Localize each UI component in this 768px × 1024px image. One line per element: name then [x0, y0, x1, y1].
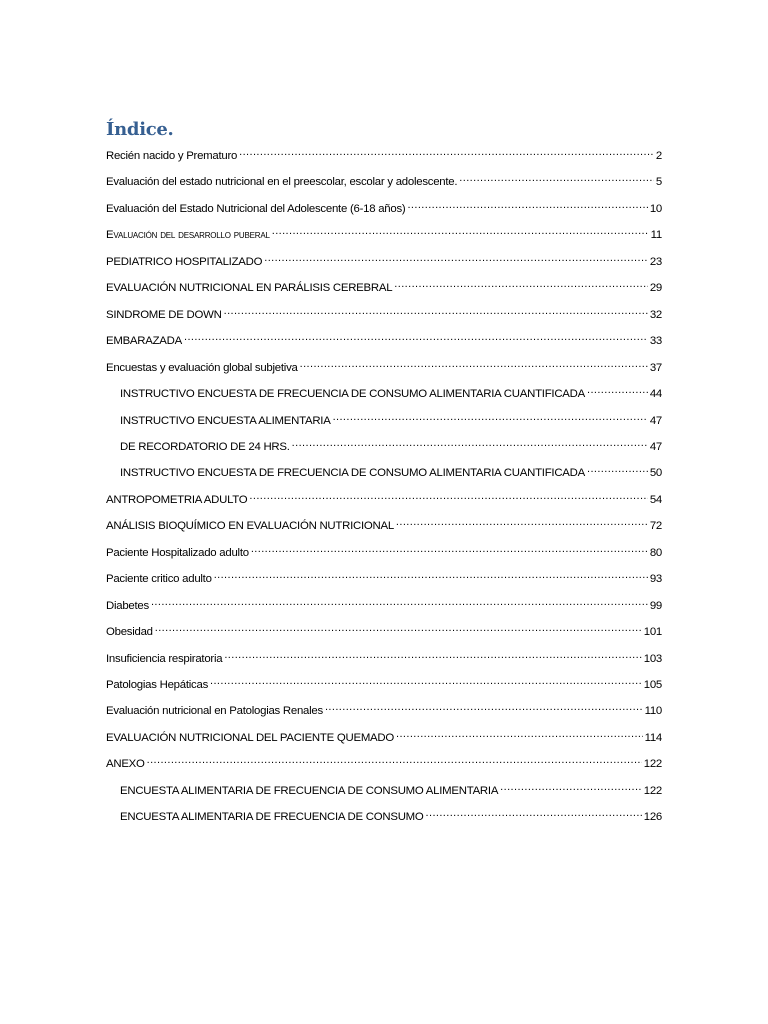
toc-title: Índice.	[106, 119, 174, 140]
toc-dot-leader	[155, 621, 642, 635]
toc-entry[interactable]	[106, 196, 662, 222]
toc-entry-label: EVALUACIÓN NUTRICIONAL DEL PACIENTE QUEMADO	[106, 731, 394, 744]
toc-dot-leader	[264, 251, 648, 265]
toc-entry-label: INSTRUCTIVO ENCUESTA DE FRECUENCIA DE CONSUMO ALIMENTARIA CUANTIFICADA	[120, 467, 585, 480]
toc-dot-leader	[325, 700, 643, 714]
toc-entry-label: Paciente Hospitalizado adulto	[106, 546, 249, 559]
toc-entry-label: ANEXO	[106, 758, 145, 771]
toc-entry[interactable]	[106, 646, 662, 672]
toc-entry[interactable]	[120, 408, 662, 434]
toc-dot-leader	[251, 542, 648, 556]
toc-page-number: 5	[655, 176, 662, 189]
toc-entry-label: Paciente critico adulto	[106, 573, 212, 586]
toc-dot-leader	[272, 224, 649, 238]
toc-dot-leader	[300, 357, 648, 371]
toc-page-number: 93	[649, 573, 662, 586]
toc-entry[interactable]	[106, 222, 662, 248]
toc-entry-label: Obesidad	[106, 626, 153, 639]
toc-entry[interactable]	[106, 302, 662, 328]
toc-dot-leader	[587, 462, 648, 476]
toc-entry[interactable]	[120, 460, 662, 486]
toc-page-number: 2	[655, 150, 662, 162]
toc-page-number: 122	[643, 784, 662, 797]
toc-dot-leader	[224, 304, 648, 318]
toc-page-number: 110	[644, 705, 662, 718]
toc-entry-label: EVALUACIÓN NUTRICIONAL EN PARÁLISIS CEREBRAL	[106, 282, 393, 295]
toc-entry-label: Encuestas y evaluación global subjetiva	[106, 361, 298, 374]
toc-dot-leader	[587, 383, 648, 397]
toc-page-number: 47	[649, 414, 662, 427]
toc-entry-label: Insuficiencia respiratoria	[106, 652, 223, 665]
toc-entry[interactable]	[106, 275, 662, 301]
toc-dot-leader	[426, 806, 642, 820]
toc-entry[interactable]	[106, 487, 662, 513]
toc-page-number: 54	[649, 493, 662, 506]
toc-entry[interactable]	[106, 355, 662, 381]
toc-dot-leader	[292, 436, 648, 450]
toc-page-number: 11	[650, 229, 662, 242]
toc-dot-leader	[214, 568, 648, 582]
toc-page-number: 10	[649, 202, 662, 215]
toc-page-number: 44	[649, 388, 662, 401]
toc-page-number: 103	[643, 652, 662, 665]
toc-entry-label: EMBARAZADA	[106, 335, 182, 348]
toc-entry[interactable]	[106, 169, 662, 195]
toc-page-number: 105	[643, 679, 662, 691]
toc-page-number: 37	[649, 361, 662, 374]
toc-entry-label: Evaluación del Estado Nutricional del Adolescente (6-18 años)	[106, 202, 406, 215]
toc-page-number: 101	[643, 626, 662, 639]
toc-entry[interactable]	[106, 725, 662, 751]
toc-page-number: 29	[649, 282, 662, 295]
toc-entry-label: Recién nacido y Prematuro	[106, 150, 238, 162]
toc-page-number: 50	[649, 467, 662, 480]
toc-entry[interactable]	[106, 593, 662, 619]
toc-entry-label: DE RECORDATORIO DE 24 HRS.	[120, 440, 290, 453]
toc-entry[interactable]	[106, 328, 662, 354]
toc-page-number: 33	[649, 335, 662, 348]
toc-page-number: 32	[649, 308, 662, 321]
toc-entry[interactable]	[106, 672, 662, 698]
toc-dot-leader	[407, 198, 647, 212]
toc-page-number: 99	[649, 599, 662, 612]
toc-entry-label: SINDROME DE DOWN	[106, 308, 222, 321]
toc-entry[interactable]	[120, 381, 662, 407]
toc-page-number: 126	[643, 811, 662, 824]
toc-page-number: 72	[649, 520, 662, 533]
toc-page-number: 122	[643, 758, 662, 771]
toc-page-number: 23	[649, 255, 662, 268]
toc-dot-leader	[210, 674, 642, 688]
toc-entry-label: Patologias Hepáticas	[106, 679, 209, 691]
toc-entry[interactable]	[106, 513, 662, 539]
toc-dot-leader	[333, 410, 648, 424]
toc-entry[interactable]	[106, 566, 662, 592]
toc-page-number: 114	[644, 731, 662, 744]
toc-dot-leader	[224, 648, 641, 662]
toc-entry-label: Evaluación del estado nutricional en el preescolar, escolar y adolescente.	[106, 176, 458, 189]
toc-entry-label: INSTRUCTIVO ENCUESTA ALIMENTARIA	[120, 414, 331, 427]
toc-entry-label: ANTROPOMETRIA ADULTO	[106, 493, 248, 506]
toc-dot-leader	[151, 595, 648, 609]
toc-entry-label: ENCUESTA ALIMENTARIA DE FRECUENCIA DE CONSUMO ALIMENTARIA	[120, 784, 499, 797]
toc-dot-leader	[147, 753, 642, 767]
toc-entry-label: Diabetes	[106, 599, 149, 612]
toc-dot-leader	[394, 277, 648, 291]
toc-entry[interactable]	[106, 698, 662, 724]
toc-page-number: 80	[649, 546, 662, 559]
toc-entry[interactable]	[106, 540, 662, 566]
toc-entry-label: Evaluación nutricional en Patologias Renales	[106, 705, 323, 718]
toc-entry-label: INSTRUCTIVO ENCUESTA DE FRECUENCIA DE CONSUMO ALIMENTARIA CUANTIFICADA	[120, 388, 585, 401]
toc-entry[interactable]	[106, 751, 662, 777]
toc-entry-label: ANÁLISIS BIOQUÍMICO EN EVALUACIÓN NUTRICIONAL	[106, 520, 394, 533]
toc-entry-label: PEDIATRICO HOSPITALIZADO	[106, 255, 263, 268]
toc-dot-leader	[459, 171, 654, 185]
toc-page-number: 47	[649, 440, 662, 453]
toc-dot-leader	[239, 145, 654, 159]
toc-entry[interactable]	[120, 778, 662, 804]
toc-dot-leader	[249, 489, 647, 503]
toc-entry[interactable]	[106, 249, 662, 275]
toc-entry[interactable]	[106, 619, 662, 645]
toc-dot-leader	[500, 780, 642, 794]
toc-entry-label: ENCUESTA ALIMENTARIA DE FRECUENCIA DE CONSUMO	[120, 811, 424, 824]
toc-entry[interactable]	[120, 804, 662, 830]
toc-dot-leader	[396, 727, 643, 741]
toc-entry[interactable]	[106, 143, 662, 169]
toc-entry-label: Evaluación del desarrollo puberal	[106, 229, 270, 242]
toc-dot-leader	[396, 515, 648, 529]
toc-dot-leader	[184, 330, 648, 344]
toc-entry[interactable]	[120, 434, 662, 460]
